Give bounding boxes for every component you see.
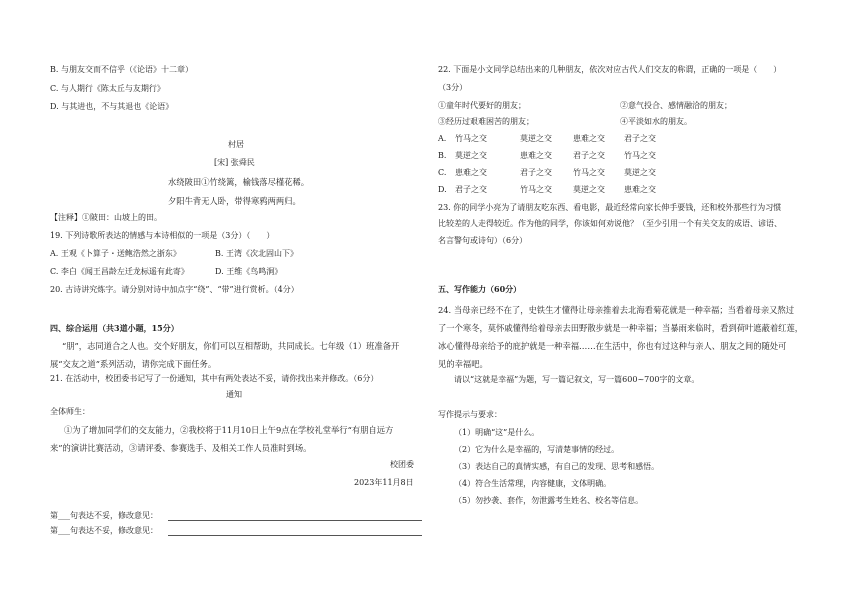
question-24-line-1: 24. 当母亲已经不在了，史铁生才懂得让母亲推着去北海看菊花就是一种幸福；当看着母亲又熬过 xyxy=(438,305,795,315)
notice-body-line-1: ①为了增加同学们的交友能力，②我校将于11月10日上午9点在学校礼堂举行“有朋自远方 xyxy=(64,425,394,435)
writing-tip: （5）勿抄袭、套作，勿泄露考生姓名、校名等信息。 xyxy=(454,496,644,505)
q22-option-cell: 竹马之交 xyxy=(624,151,656,160)
q19-option-b: B. 王湾《次北固山下》 xyxy=(215,249,298,258)
question-20: 20. 古诗讲究炼字。请分别对诗中加点字“绕”、“带”进行赏析。（4分） xyxy=(50,285,299,294)
section-4-title: 四、综合运用（共3道小题，15分） xyxy=(50,323,179,333)
notice-title: 通知 xyxy=(226,390,242,399)
answer-line-2[interactable] xyxy=(168,535,422,536)
writing-tip: （4）符合生活常理，内容健康，文体明确。 xyxy=(454,479,612,488)
q19-option-a: A. 王观《卜算子・送鲍浩然之浙东》 xyxy=(50,249,181,258)
q22-item-4: ④平淡如水的朋友。 xyxy=(620,117,692,126)
q19-option-c: C. 李白《闻王昌龄左迁龙标遥有此寄》 xyxy=(50,267,189,276)
q22-option-cell: 竹马之交 xyxy=(573,168,605,177)
question-23-line-2: 比较差的人走得较近。作为他的同学，你该如何劝说他？（至少引用一个有关交友的成语、谚语、 xyxy=(438,219,782,228)
option-c: C. 与人期行《陈太丘与友期行》 xyxy=(50,84,165,93)
q22-option-cell: 莫逆之交 xyxy=(455,151,487,160)
q22-option-cell: 患难之交 xyxy=(455,168,487,177)
question-23-line-3: 名言警句或诗句）（6分） xyxy=(438,236,528,245)
q22-option-cell: 患难之交 xyxy=(624,185,656,194)
answer-line-1-label: 第___句表达不妥，修改意见： xyxy=(50,511,158,520)
question-23-line-1: 23. 你的同学小亮为了请朋友吃东西、看电影，最近经常向家长伸手要钱，还和校外那些行为习惯 xyxy=(438,203,782,212)
notice-date: 2023年11月8日 xyxy=(354,478,414,487)
question-24-task: 请以“这就是幸福”为题，写一篇记叙文，写一篇600~700字的文章。 xyxy=(454,375,700,384)
q22-item-1: ①童年时代要好的朋友； xyxy=(438,101,526,110)
q22-option-letter: D. xyxy=(438,185,447,194)
writing-tip: （1）明确“这”是什么。 xyxy=(454,428,540,437)
section-4-intro-line-2: 展“交友之道”系列活动，请你完成下面任务。 xyxy=(50,359,217,369)
q22-option-cell: 君子之交 xyxy=(573,151,605,160)
q22-option-cell: 莫逆之交 xyxy=(520,134,552,143)
q22-option-letter: B. xyxy=(438,151,447,160)
writing-tip: （2）它为什么是幸福的，写清楚事情的经过。 xyxy=(454,445,620,454)
q22-option-cell: 患难之交 xyxy=(520,151,552,160)
poem-author: [宋] 张舜民 xyxy=(214,158,255,167)
q22-option-cell: 莫逆之交 xyxy=(624,168,656,177)
q22-item-3: ③经历过艰难困苦的朋友； xyxy=(438,117,534,126)
section-5-title: 五、写作能力（60分） xyxy=(438,284,522,294)
section-4-intro-line-1: “朋”，志同道合之人也。交个好朋友，你们可以互相帮助，共同成长。七年级（1）班准备开 xyxy=(62,341,400,351)
option-d: D. 与其进也，不与其退也《论语》 xyxy=(50,102,174,111)
question-21: 21. 在活动中，校团委书记写了一份通知，其中有两处表达不妥，请你找出来并修改。（6分） xyxy=(50,374,379,383)
answer-line-1[interactable] xyxy=(168,520,422,521)
notice-body-line-2: 来”的演讲比赛活动，③请评委、参赛选手、及相关工作人员准时到场。 xyxy=(50,443,312,453)
answer-line-2-label: 第___句表达不妥，修改意见： xyxy=(50,526,158,535)
writing-tip: （3）表达自己的真情实感，有自己的发现、思考和感悟。 xyxy=(454,462,660,471)
poem-note: 【注释】①陂田：山坡上的田。 xyxy=(50,213,162,222)
poem-line-2: 夕阳牛背无人卧，带得寒鸦两两归。 xyxy=(168,196,301,206)
q22-option-cell: 竹马之交 xyxy=(520,185,552,194)
q22-option-cell: 君子之交 xyxy=(455,185,487,194)
poem-line-1: 水绕陂田①竹绕篱，榆钱落尽槿花稀。 xyxy=(168,177,310,187)
question-24-line-4: 见的幸福吧。 xyxy=(438,359,488,369)
q22-option-cell: 莫逆之交 xyxy=(573,185,605,194)
q22-option-cell: 患难之交 xyxy=(573,134,605,143)
notice-signature: 校团委 xyxy=(390,460,414,469)
writing-tips-title: 写作提示与要求： xyxy=(438,410,502,419)
notice-greeting: 全体师生： xyxy=(50,407,90,416)
q19-option-d: D. 王维《鸟鸣涧》 xyxy=(215,267,283,276)
question-22-score: （3分） xyxy=(438,83,468,92)
question-24-line-2: 了一个寒冬，莫怀戚懂得给着母亲去田野散步就是一种幸福；当暴雨来临时，看到荷叶遮蔽着红莲， xyxy=(438,323,804,333)
option-b: B. 与朋友交而不信乎（《论语》十二章） xyxy=(50,65,193,74)
question-19: 19. 下列诗歌所表达的情感与本诗相似的一项是（3分）（ ） xyxy=(50,231,275,240)
q22-option-cell: 君子之交 xyxy=(624,134,656,143)
question-22: 22. 下面是小文同学总结出来的几种朋友，依次对应古代人们交友的称谓，正确的一项是（ ） xyxy=(438,65,782,74)
question-24-line-3: 冰心懂得母亲给予的庇护就是一种幸福……在生活中，你也有过这种与亲人、朋友之间的随处可 xyxy=(438,341,787,351)
poem-title: 村居 xyxy=(228,140,244,149)
q22-option-letter: C. xyxy=(438,168,447,177)
q22-item-2: ②意气投合、感情融洽的朋友； xyxy=(620,101,732,110)
q22-option-cell: 君子之交 xyxy=(520,168,552,177)
q22-option-cell: 竹马之交 xyxy=(455,134,487,143)
q22-option-letter: A. xyxy=(438,134,447,143)
